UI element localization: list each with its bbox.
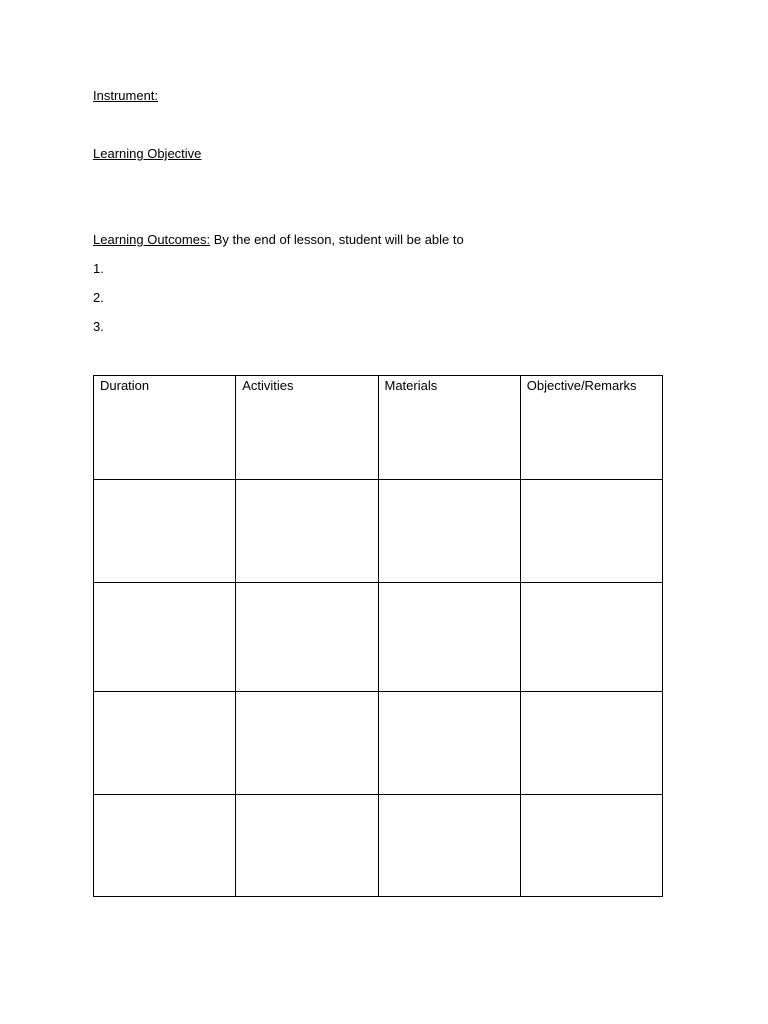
table-cell [378,480,520,583]
table-cell [94,795,236,897]
table-header-row [94,376,663,480]
table-cell [378,583,520,692]
column-header-activities: Activities [236,376,378,480]
table-cell [236,583,378,692]
learning-objective-label [93,146,201,162]
column-header-objective-remarks: Objective/Remarks [520,376,662,480]
table-cell [520,583,662,692]
instrument-label-text: Instrument: [93,88,159,103]
table-cell [378,795,520,897]
lesson-plan-table [93,375,663,897]
table-row [94,692,663,795]
table-cell [94,692,236,795]
table-row [94,480,663,583]
learning-outcomes-heading [93,232,464,248]
table-cell [378,692,520,795]
outcome-item-3: 3. [93,319,104,334]
table-cell [520,795,662,897]
outcome-item-2: 2. [93,290,104,305]
column-header-duration: Duration [94,376,236,480]
table-cell [94,583,236,692]
table-cell [236,480,378,583]
learning-outcomes-text: By the end of lesson, student will be able to [210,232,464,247]
learning-outcomes-label: Learning Outcomes: [93,232,211,247]
table-row [94,795,663,897]
table-cell [236,795,378,897]
instrument-label [93,88,158,104]
table-cell [520,480,662,583]
outcome-item-1: 1. [93,261,104,276]
learning-objective-label-text: Learning Objective [93,146,202,161]
column-header-materials: Materials [378,376,520,480]
table-row [94,583,663,692]
table-cell [520,692,662,795]
table-cell [94,480,236,583]
table-cell [236,692,378,795]
